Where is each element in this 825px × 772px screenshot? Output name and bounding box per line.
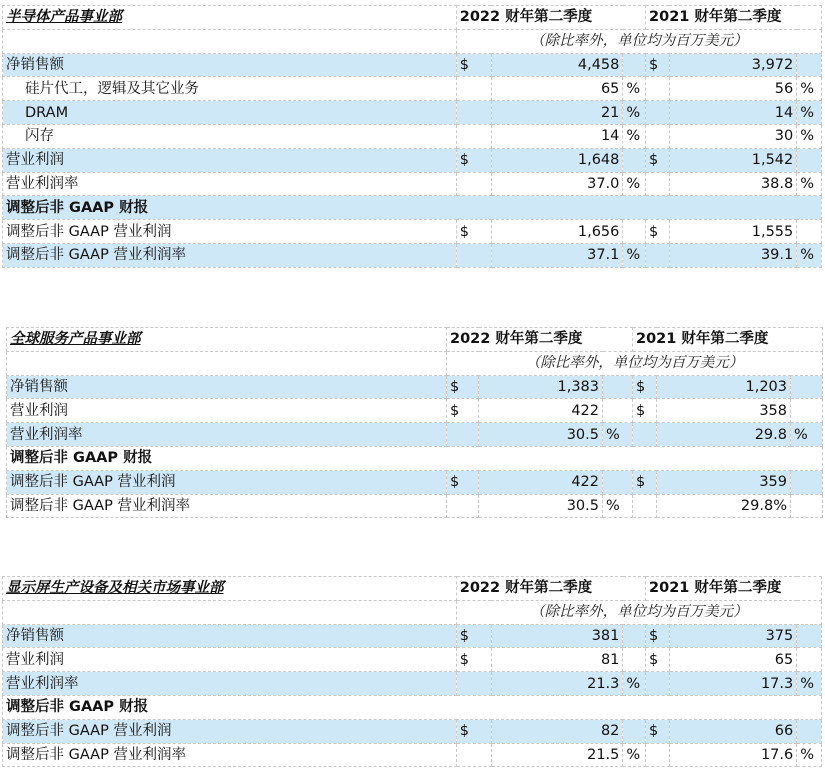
table-row	[3, 101, 822, 125]
currency	[456, 172, 491, 196]
value-2021: 1,555	[669, 220, 797, 244]
value-2022: 422	[479, 399, 603, 423]
row-label: 调整后非 GAAP 营业利润率	[7, 494, 447, 518]
unit	[797, 719, 822, 743]
currency: $	[447, 375, 479, 399]
unit: %	[797, 77, 822, 101]
unit: %	[623, 124, 646, 148]
unit	[797, 148, 822, 172]
unit	[797, 220, 822, 244]
unit	[797, 53, 822, 77]
currency: $	[456, 220, 491, 244]
table-row	[7, 446, 823, 470]
value-2021: 39.1	[669, 243, 797, 267]
value-2022: 30.5	[479, 423, 603, 447]
table-row	[3, 148, 822, 172]
unit: %	[797, 172, 822, 196]
table-row	[3, 648, 822, 672]
currency	[447, 423, 479, 447]
currency: $	[646, 624, 670, 648]
table-row	[7, 375, 823, 399]
row-label: 调整后非 GAAP 营业利润	[3, 220, 457, 244]
currency: $	[456, 624, 491, 648]
global-services-table	[6, 327, 823, 518]
row-label: 营业利润率	[3, 172, 457, 196]
display-equipment-table	[2, 576, 822, 767]
unit: %	[623, 101, 646, 125]
row-label: 调整后非 GAAP 营业利润率	[3, 743, 457, 767]
subsection-heading: 调整后非 GAAP 财报	[3, 196, 822, 220]
currency: $	[646, 220, 670, 244]
table-row	[3, 743, 822, 767]
table-row	[3, 53, 822, 77]
currency	[646, 672, 670, 696]
unit: %	[603, 494, 633, 518]
table-row	[7, 399, 823, 423]
segment-title: 半导体产品事业部	[3, 6, 457, 30]
row-label: 净销售额	[7, 375, 447, 399]
value-2022: 37.1	[491, 243, 623, 267]
currency: $	[456, 648, 491, 672]
currency: $	[456, 53, 491, 77]
value-2021: 3,972	[669, 53, 797, 77]
value-2022: 4,458	[491, 53, 623, 77]
unit	[791, 375, 823, 399]
value-2021: 56	[669, 77, 797, 101]
unit: %	[623, 243, 646, 267]
subsection-heading: 调整后非 GAAP 财报	[7, 446, 823, 470]
currency: $	[646, 148, 670, 172]
value-2022: 82	[491, 719, 623, 743]
unit	[603, 470, 633, 494]
row-label: 调整后非 GAAP 营业利润	[7, 470, 447, 494]
unit	[623, 648, 646, 672]
semiconductor-table	[2, 5, 822, 268]
value-2021: 1,203	[657, 375, 791, 399]
col-2022-header: 2022 财年第二季度	[456, 6, 645, 30]
value-2021: 29.8	[657, 423, 791, 447]
table-row	[3, 77, 822, 101]
currency	[633, 494, 657, 518]
row-label: 闪存	[3, 124, 457, 148]
unit	[791, 494, 823, 518]
currency	[456, 124, 491, 148]
row-label: 硅片代工，逻辑及其它业务	[3, 77, 457, 101]
value-2021: 358	[657, 399, 791, 423]
table-row	[3, 624, 822, 648]
col-2021-header: 2021 财年第二季度	[633, 328, 823, 352]
value-2021: 17.3	[669, 672, 797, 696]
row-label: 调整后非 GAAP 营业利润率	[3, 243, 457, 267]
col-2021-header: 2021 财年第二季度	[646, 6, 822, 30]
unit	[791, 399, 823, 423]
unit	[797, 624, 822, 648]
currency	[646, 243, 670, 267]
currency: $	[633, 375, 657, 399]
value-2021: 1,542	[669, 148, 797, 172]
table-row	[7, 470, 823, 494]
table-row	[7, 494, 823, 518]
currency: $	[633, 470, 657, 494]
row-label: 调整后非 GAAP 营业利润	[3, 719, 457, 743]
unit: %	[623, 172, 646, 196]
value-2021: 14	[669, 101, 797, 125]
unit: %	[623, 672, 646, 696]
currency	[456, 77, 491, 101]
currency: $	[456, 148, 491, 172]
currency	[456, 672, 491, 696]
currency	[646, 124, 670, 148]
currency	[456, 243, 491, 267]
value-2022: 81	[491, 648, 623, 672]
value-2021: 65	[669, 648, 797, 672]
value-2022: 14	[491, 124, 623, 148]
currency	[633, 423, 657, 447]
value-2021: 30	[669, 124, 797, 148]
currency	[456, 101, 491, 125]
value-2022: 21.5	[491, 743, 623, 767]
value-2021: 29.8%	[657, 494, 791, 518]
units-note: （除比率外，单位均为百万美元）	[456, 600, 821, 624]
row-label: 净销售额	[3, 53, 457, 77]
row-label: 营业利润率	[7, 423, 447, 447]
unit	[623, 148, 646, 172]
currency	[456, 743, 491, 767]
currency	[646, 101, 670, 125]
unit	[623, 624, 646, 648]
table-row	[7, 423, 823, 447]
table-row	[3, 695, 822, 719]
currency: $	[447, 470, 479, 494]
currency	[646, 743, 670, 767]
col-2022-header: 2022 财年第二季度	[447, 328, 633, 352]
value-2022: 422	[479, 470, 603, 494]
unit	[623, 220, 646, 244]
row-label: 营业利润	[3, 148, 457, 172]
table-row	[3, 243, 822, 267]
currency	[646, 77, 670, 101]
value-2022: 37.0	[491, 172, 623, 196]
unit: %	[797, 124, 822, 148]
unit: %	[797, 672, 822, 696]
col-2022-header: 2022 财年第二季度	[456, 577, 645, 601]
value-2022: 1,656	[491, 220, 623, 244]
segment-title: 显示屏生产设备及相关市场事业部	[3, 577, 457, 601]
unit: %	[603, 423, 633, 447]
unit	[623, 719, 646, 743]
value-2021: 17.6	[669, 743, 797, 767]
units-note: （除比率外，单位均为百万美元）	[447, 351, 823, 375]
row-label: DRAM	[3, 101, 457, 125]
segment-title: 全球服务产品事业部	[7, 328, 447, 352]
value-2022: 30.5	[479, 494, 603, 518]
row-label: 营业利润	[3, 648, 457, 672]
table-row	[3, 719, 822, 743]
table-row	[3, 172, 822, 196]
unit: %	[791, 423, 823, 447]
value-2021: 38.8	[669, 172, 797, 196]
table-row	[3, 124, 822, 148]
value-2021: 375	[669, 624, 797, 648]
currency: $	[646, 719, 670, 743]
currency	[447, 494, 479, 518]
row-label: 营业利润率	[3, 672, 457, 696]
value-2022: 1,648	[491, 148, 623, 172]
row-label: 营业利润	[7, 399, 447, 423]
table-row	[3, 220, 822, 244]
value-2022: 1,383	[479, 375, 603, 399]
currency: $	[633, 399, 657, 423]
unit	[791, 470, 823, 494]
currency: $	[447, 399, 479, 423]
unit: %	[797, 101, 822, 125]
value-2022: 21.3	[491, 672, 623, 696]
unit	[797, 648, 822, 672]
unit	[603, 375, 633, 399]
subsection-heading: 调整后非 GAAP 财报	[3, 695, 822, 719]
currency: $	[646, 53, 670, 77]
currency	[646, 172, 670, 196]
currency: $	[456, 719, 491, 743]
value-2022: 21	[491, 101, 623, 125]
value-2021: 359	[657, 470, 791, 494]
unit: %	[623, 77, 646, 101]
unit: %	[797, 743, 822, 767]
col-2021-header: 2021 财年第二季度	[646, 577, 822, 601]
value-2021: 66	[669, 719, 797, 743]
value-2022: 65	[491, 77, 623, 101]
unit: %	[797, 243, 822, 267]
table-row	[3, 196, 822, 220]
unit: %	[623, 743, 646, 767]
value-2022: 381	[491, 624, 623, 648]
unit	[603, 399, 633, 423]
currency: $	[646, 648, 670, 672]
units-note: （除比率外，单位均为百万美元）	[456, 29, 821, 53]
row-label: 净销售额	[3, 624, 457, 648]
unit	[623, 53, 646, 77]
table-row	[3, 672, 822, 696]
